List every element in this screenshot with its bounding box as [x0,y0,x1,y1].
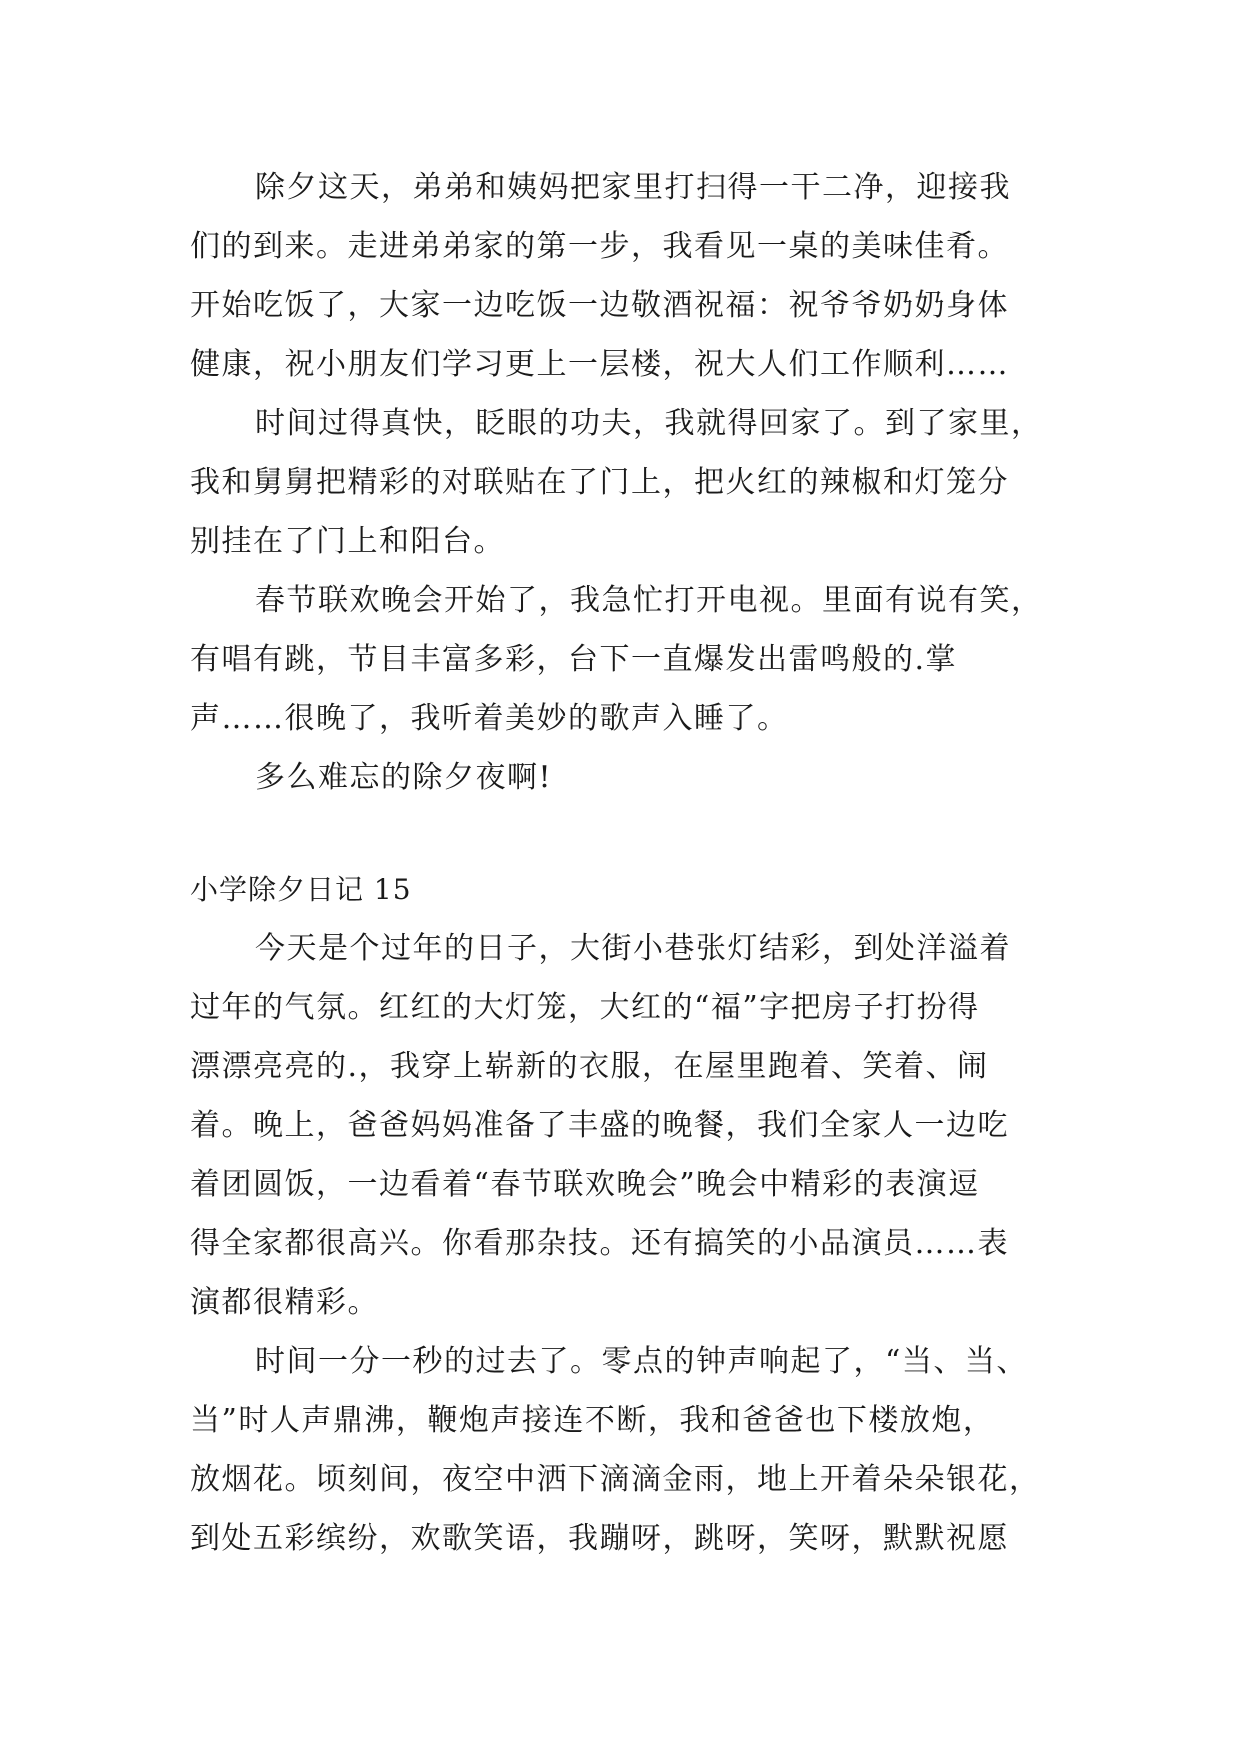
section-heading: 小学除夕日记 15 [190,873,412,906]
paragraph-line: 放烟花。顷刻间，夜空中洒下滴滴金雨，地上开着朵朵银花， [190,1462,1041,1497]
paragraph-line: 春节联欢晚会开始了，我急忙打开电视。里面有说有笑， [255,583,1043,618]
paragraph-line: 别挂在了门上和阳台。 [190,524,505,559]
paragraph-line: 过年的气氛。红红的大灯笼，大红的“福”字把房子打扮得 [190,990,980,1025]
paragraph-line: 到处五彩缤纷，欢歌笑语，我蹦呀，跳呀，笑呀，默默祝愿 [190,1521,1009,1556]
paragraph-line: 今天是个过年的日子，大街小巷张灯结彩，到处洋溢着 [255,931,1011,966]
paragraph-line: 有唱有跳，节目丰富多彩，台下一直爆发出雷鸣般的.掌 [190,642,958,677]
paragraph-line: 时间过得真快，眨眼的功夫，我就得回家了。到了家里， [255,406,1043,441]
paragraph-line: 漂漂亮亮的.，我穿上崭新的衣服，在屋里跑着、笑着、闹 [190,1049,989,1084]
paragraph-line: 们的到来。走进弟弟家的第一步，我看见一桌的美味佳肴。 [190,229,1009,264]
paragraph-line: 着团圆饭，一边看着“春节联欢晚会”晚会中精彩的表演逗 [190,1167,980,1202]
paragraph-line: 时间一分一秒的过去了。零点的钟声响起了，“当、当、 [255,1344,1028,1379]
paragraph-line: 声……很晚了，我听着美妙的歌声入睡了。 [190,701,789,736]
paragraph-line: 多么难忘的除夕夜啊! [255,760,553,795]
paragraph-line: 我和舅舅把精彩的对联贴在了门上，把火红的辣椒和灯笼分 [190,465,1009,500]
paragraph-line: 健康，祝小朋友们学习更上一层楼，祝大人们工作顺利…… [190,347,1009,382]
paragraph-line: 得全家都很高兴。你看那杂技。还有搞笑的小品演员……表 [190,1226,1009,1261]
paragraph-line: 演都很精彩。 [190,1285,379,1320]
paragraph-line: 除夕这天，弟弟和姨妈把家里打扫得一干二净，迎接我 [255,170,1011,205]
paragraph-line: 当”时人声鼎沸，鞭炮声接连不断，我和爸爸也下楼放炮， [190,1403,995,1438]
paragraph-line: 开始吃饭了，大家一边吃饭一边敬酒祝福：祝爷爷奶奶身体 [190,288,1009,323]
paragraph-line: 着。晚上，爸爸妈妈准备了丰盛的晚餐，我们全家人一边吃 [190,1108,1009,1143]
